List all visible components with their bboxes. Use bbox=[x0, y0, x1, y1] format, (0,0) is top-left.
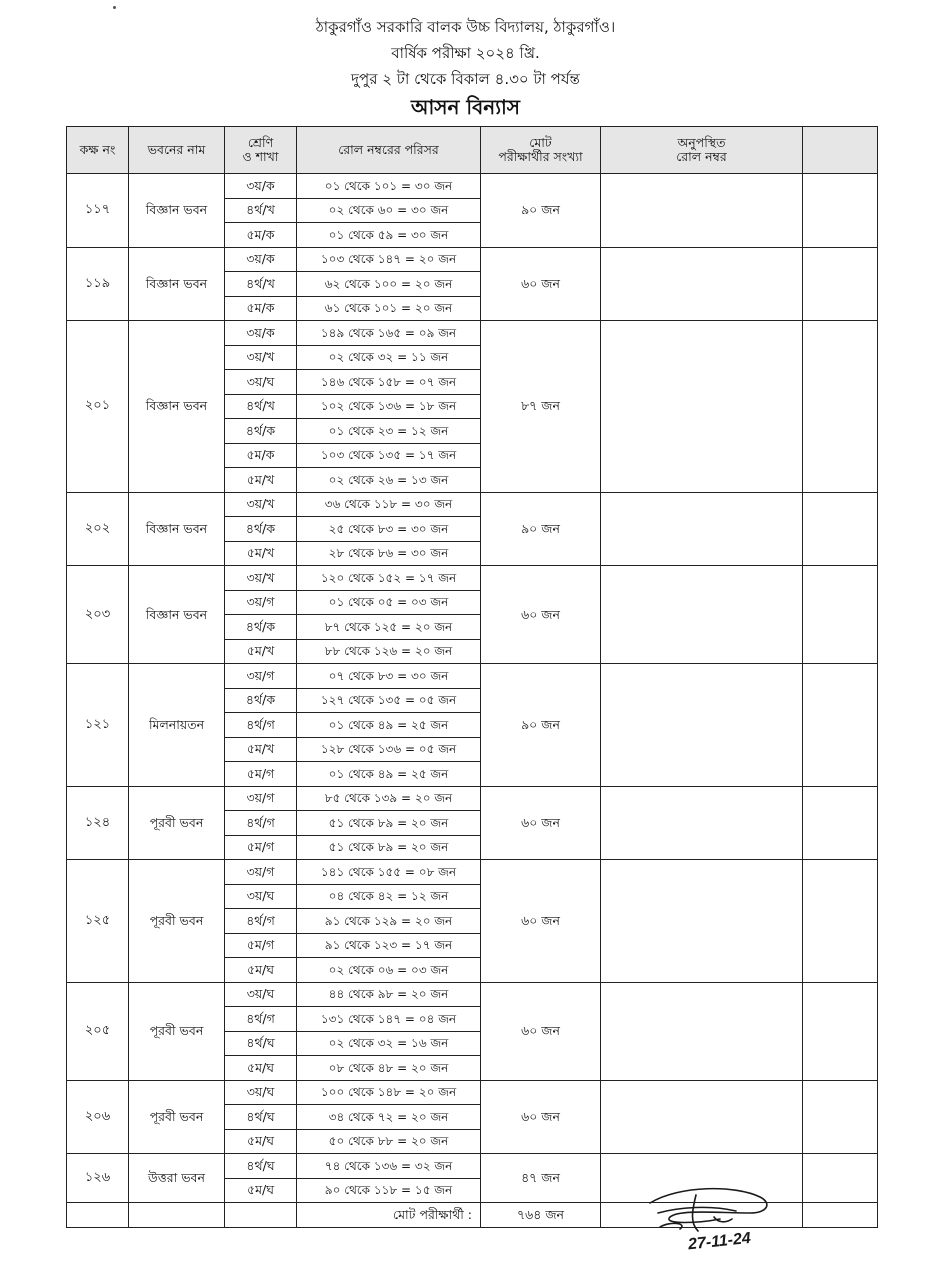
col-building: ভবনের নাম bbox=[129, 127, 225, 174]
roll-range: ১০০ থেকে ১৪৮ = ২০ জন bbox=[297, 1080, 481, 1105]
roll-range: ৮৮ থেকে ১২৬ = ২০ জন bbox=[297, 639, 481, 664]
class-section: ৩য়/খ bbox=[225, 345, 297, 370]
room-total: ৯০ জন bbox=[481, 174, 601, 248]
building-name: উত্তরা ভবন bbox=[129, 1154, 225, 1203]
room-total: ৪৭ জন bbox=[481, 1154, 601, 1203]
table-row bbox=[67, 664, 878, 689]
roll-range: ০২ থেকে ৩২ = ১৬ জন bbox=[297, 1031, 481, 1056]
class-section: ৪র্থ/গ bbox=[225, 909, 297, 934]
class-section: ৪র্থ/ক bbox=[225, 419, 297, 444]
building-name: পূরবী ভবন bbox=[129, 860, 225, 983]
extra-cell bbox=[803, 321, 878, 493]
class-section: ৪র্থ/খ bbox=[225, 394, 297, 419]
table-row bbox=[67, 566, 878, 591]
room-total: ৬০ জন bbox=[481, 1080, 601, 1154]
roll-range: ৩৪ থেকে ৭২ = ২০ জন bbox=[297, 1105, 481, 1130]
room-number: ১২৪ bbox=[67, 786, 129, 860]
room-total: ৮৭ জন bbox=[481, 321, 601, 493]
extra-cell bbox=[803, 664, 878, 787]
class-section: ৪র্থ/ক bbox=[225, 688, 297, 713]
roll-range: ০১ থেকে ৫৯ = ৩০ জন bbox=[297, 223, 481, 248]
signature-mark bbox=[640, 1183, 800, 1253]
class-section: ৩য়/খ bbox=[225, 566, 297, 591]
exam-time: দুপুর ২ টা থেকে বিকাল ৪.৩০ টা পর্যন্ত bbox=[351, 70, 580, 88]
class-section: ৩য়/গ bbox=[225, 860, 297, 885]
roll-range: ২৫ থেকে ৮৩ = ৩০ জন bbox=[297, 517, 481, 542]
absent-rolls bbox=[601, 982, 803, 1080]
table-header-row bbox=[67, 127, 878, 174]
class-section: ৪র্থ/ঘ bbox=[225, 1154, 297, 1179]
roll-range: ০৮ থেকে ৪৮ = ২০ জন bbox=[297, 1056, 481, 1081]
roll-range: ১৩১ থেকে ১৪৭ = ০৪ জন bbox=[297, 1007, 481, 1032]
roll-range: ২৮ থেকে ৮৬ = ৩০ জন bbox=[297, 541, 481, 566]
roll-range: ১০৩ থেকে ১৩৫ = ১৭ জন bbox=[297, 443, 481, 468]
class-section: ৫ম/গ bbox=[225, 835, 297, 860]
class-section: ৪র্থ/গ bbox=[225, 811, 297, 836]
roll-range: ৬২ থেকে ১০০ = ২০ জন bbox=[297, 272, 481, 297]
col-total bbox=[481, 127, 601, 174]
table-row bbox=[67, 1154, 878, 1179]
building-name: বিজ্ঞান ভবন bbox=[129, 492, 225, 566]
room-number: ২০২ bbox=[67, 492, 129, 566]
roll-range: ১৪৯ থেকে ১৬৫ = ০৯ জন bbox=[297, 321, 481, 346]
roll-range: ১২০ থেকে ১৫২ = ১৭ জন bbox=[297, 566, 481, 591]
col-absent bbox=[601, 127, 803, 174]
absent-rolls bbox=[601, 321, 803, 493]
room-number: ২০১ bbox=[67, 321, 129, 493]
building-name: বিজ্ঞান ভবন bbox=[129, 321, 225, 493]
roll-range: ১২৮ থেকে ১৩৬ = ০৫ জন bbox=[297, 737, 481, 762]
class-section: ৩য়/ঘ bbox=[225, 370, 297, 395]
table-row bbox=[67, 786, 878, 811]
seat-plan-table bbox=[66, 126, 878, 1228]
extra-cell bbox=[803, 860, 878, 983]
class-section: ৪র্থ/ঘ bbox=[225, 1031, 297, 1056]
roll-range: ৯১ থেকে ১২৯ = ২০ জন bbox=[297, 909, 481, 934]
col-roll-range: রোল নম্বরের পরিসর bbox=[297, 127, 481, 174]
class-section: ৫ম/ঘ bbox=[225, 1129, 297, 1154]
room-total: ৬০ জন bbox=[481, 786, 601, 860]
roll-range: ০২ থেকে ৬০ = ৩০ জন bbox=[297, 198, 481, 223]
roll-range: ০২ থেকে ০৬ = ০৩ জন bbox=[297, 958, 481, 983]
building-name: পূরবী ভবন bbox=[129, 786, 225, 860]
class-section: ৫ম/ক bbox=[225, 223, 297, 248]
total-value: ৭৬৪ জন bbox=[481, 1203, 601, 1228]
building-name: বিজ্ঞান ভবন bbox=[129, 566, 225, 664]
col-class-line1: শ্রেণি bbox=[247, 135, 274, 150]
room-total: ৯০ জন bbox=[481, 664, 601, 787]
class-section: ৫ম/ঘ bbox=[225, 958, 297, 983]
signature-date: 27-11-24 bbox=[687, 1229, 752, 1253]
building-name: পূরবী ভবন bbox=[129, 982, 225, 1080]
class-section: ৫ম/ঘ bbox=[225, 1178, 297, 1203]
class-section: ৫ম/খ bbox=[225, 639, 297, 664]
exam-name: বার্ষিক পরীক্ষা ২০২৪ খ্রি. bbox=[391, 44, 540, 62]
roll-range: ৮৭ থেকে ১২৫ = ২০ জন bbox=[297, 615, 481, 640]
roll-range: ৭৪ থেকে ১৩৬ = ৩২ জন bbox=[297, 1154, 481, 1179]
class-section: ৩য়/ঘ bbox=[225, 1080, 297, 1105]
school-name: ঠাকুরগাঁও সরকারি বালক উচ্চ বিদ্যালয়, ঠাকুরগাঁও। bbox=[315, 18, 616, 36]
class-section: ৩য়/ক bbox=[225, 174, 297, 199]
extra-cell bbox=[803, 982, 878, 1080]
class-section: ৪র্থ/ক bbox=[225, 615, 297, 640]
roll-range: ৫১ থেকে ৮৯ = ২০ জন bbox=[297, 835, 481, 860]
building-name: বিজ্ঞান ভবন bbox=[129, 174, 225, 248]
class-section: ৪র্থ/খ bbox=[225, 272, 297, 297]
table-row bbox=[67, 321, 878, 346]
class-section: ৪র্থ/গ bbox=[225, 1007, 297, 1032]
col-class bbox=[225, 127, 297, 174]
total-blank-3 bbox=[225, 1203, 297, 1228]
absent-rolls bbox=[601, 1080, 803, 1154]
table-row bbox=[67, 247, 878, 272]
roll-range: ৫০ থেকে ৮৮ = ২০ জন bbox=[297, 1129, 481, 1154]
seat-body bbox=[67, 174, 878, 1203]
class-section: ৩য়/ক bbox=[225, 321, 297, 346]
room-number: ২০৫ bbox=[67, 982, 129, 1080]
roll-range: ১২৭ থেকে ১৩৫ = ০৫ জন bbox=[297, 688, 481, 713]
extra-cell bbox=[803, 566, 878, 664]
class-section: ৫ম/খ bbox=[225, 468, 297, 493]
absent-rolls bbox=[601, 247, 803, 321]
extra-cell bbox=[803, 786, 878, 860]
absent-rolls bbox=[601, 566, 803, 664]
absent-rolls bbox=[601, 860, 803, 983]
total-blank-2 bbox=[129, 1203, 225, 1228]
class-section: ৫ম/ক bbox=[225, 296, 297, 321]
roll-range: ০১ থেকে ২৩ = ১২ জন bbox=[297, 419, 481, 444]
class-section: ৪র্থ/ঘ bbox=[225, 1105, 297, 1130]
col-class-line2: ও শাখা bbox=[242, 149, 279, 164]
table-row bbox=[67, 982, 878, 1007]
extra-cell bbox=[803, 492, 878, 566]
roll-range: ১০২ থেকে ১৩৬ = ১৮ জন bbox=[297, 394, 481, 419]
table-row bbox=[67, 174, 878, 199]
roll-range: ০৭ থেকে ৮৩ = ৩০ জন bbox=[297, 664, 481, 689]
class-section: ৫ম/খ bbox=[225, 541, 297, 566]
table-row bbox=[67, 1080, 878, 1105]
col-extra bbox=[803, 127, 878, 174]
roll-range: ০১ থেকে ৪৯ = ২৫ জন bbox=[297, 713, 481, 738]
extra-cell bbox=[803, 1154, 878, 1203]
room-total: ৬০ জন bbox=[481, 860, 601, 983]
roll-range: ০১ থেকে ১০১ = ৩০ জন bbox=[297, 174, 481, 199]
col-room: কক্ষ নং bbox=[67, 127, 129, 174]
absent-rolls bbox=[601, 174, 803, 248]
roll-range: ১০৩ থেকে ১৪৭ = ২০ জন bbox=[297, 247, 481, 272]
absent-rolls bbox=[601, 492, 803, 566]
col-absent-line2: রোল নম্বর bbox=[676, 149, 727, 164]
extra-cell bbox=[803, 174, 878, 248]
room-total: ৬০ জন bbox=[481, 247, 601, 321]
page-title: আসন বিন্যাস bbox=[410, 95, 521, 119]
scan-speck bbox=[113, 6, 116, 9]
class-section: ৩য়/গ bbox=[225, 786, 297, 811]
class-section: ৪র্থ/ক bbox=[225, 517, 297, 542]
col-total-line2: পরীক্ষার্থীর সংখ্যা bbox=[498, 149, 583, 164]
class-section: ৫ম/ঘ bbox=[225, 1056, 297, 1081]
roll-range: ০২ থেকে ৩২ = ১১ জন bbox=[297, 345, 481, 370]
building-name: বিজ্ঞান ভবন bbox=[129, 247, 225, 321]
roll-range: ৩৬ থেকে ১১৮ = ৩০ জন bbox=[297, 492, 481, 517]
class-section: ৩য়/গ bbox=[225, 590, 297, 615]
roll-range: ৬১ থেকে ১০১ = ২০ জন bbox=[297, 296, 481, 321]
roll-range: ০২ থেকে ২৬ = ১৩ জন bbox=[297, 468, 481, 493]
room-number: ১২১ bbox=[67, 664, 129, 787]
extra-cell bbox=[803, 247, 878, 321]
building-name: মিলনায়তন bbox=[129, 664, 225, 787]
roll-range: ০১ থেকে ৪৯ = ২৫ জন bbox=[297, 762, 481, 787]
absent-rolls bbox=[601, 664, 803, 787]
class-section: ৩য়/ক bbox=[225, 247, 297, 272]
total-label: মোট পরীক্ষার্থী : bbox=[297, 1203, 481, 1228]
col-absent-line1: অনুপস্থিত bbox=[677, 135, 726, 150]
room-total: ৬০ জন bbox=[481, 566, 601, 664]
class-section: ৫ম/ক bbox=[225, 443, 297, 468]
room-total: ৯০ জন bbox=[481, 492, 601, 566]
roll-range: ৫১ থেকে ৮৯ = ২০ জন bbox=[297, 811, 481, 836]
building-name: পূরবী ভবন bbox=[129, 1080, 225, 1154]
table-row bbox=[67, 860, 878, 885]
class-section: ৩য়/ঘ bbox=[225, 884, 297, 909]
room-number: ২০৩ bbox=[67, 566, 129, 664]
roll-range: ৯১ থেকে ১২৩ = ১৭ জন bbox=[297, 933, 481, 958]
roll-range: ০১ থেকে ০৫ = ০৩ জন bbox=[297, 590, 481, 615]
class-section: ৫ম/গ bbox=[225, 933, 297, 958]
class-section: ৪র্থ/গ bbox=[225, 713, 297, 738]
table-row bbox=[67, 492, 878, 517]
roll-range: ৯০ থেকে ১১৮ = ১৫ জন bbox=[297, 1178, 481, 1203]
room-number: ১১৭ bbox=[67, 174, 129, 248]
class-section: ৫ম/খ bbox=[225, 737, 297, 762]
col-total-line1: মোট bbox=[529, 135, 552, 150]
absent-rolls bbox=[601, 786, 803, 860]
room-number: ১১৯ bbox=[67, 247, 129, 321]
class-section: ৩য়/খ bbox=[225, 492, 297, 517]
document-header bbox=[0, 14, 931, 122]
room-number: ১২৬ bbox=[67, 1154, 129, 1203]
roll-range: ১৪৬ থেকে ১৫৮ = ০৭ জন bbox=[297, 370, 481, 395]
room-number: ২০৬ bbox=[67, 1080, 129, 1154]
room-total: ৬০ জন bbox=[481, 982, 601, 1080]
class-section: ৫ম/গ bbox=[225, 762, 297, 787]
extra-cell bbox=[803, 1080, 878, 1154]
total-blank-1 bbox=[67, 1203, 129, 1228]
roll-range: ৪৪ থেকে ৯৮ = ২০ জন bbox=[297, 982, 481, 1007]
roll-range: ০৪ থেকে ৪২ = ১২ জন bbox=[297, 884, 481, 909]
class-section: ৩য়/ঘ bbox=[225, 982, 297, 1007]
class-section: ৩য়/গ bbox=[225, 664, 297, 689]
class-section: ৪র্থ/খ bbox=[225, 198, 297, 223]
room-number: ১২৫ bbox=[67, 860, 129, 983]
roll-range: ৮৫ থেকে ১৩৯ = ২০ জন bbox=[297, 786, 481, 811]
total-blank-5 bbox=[803, 1203, 878, 1228]
roll-range: ১৪১ থেকে ১৫৫ = ০৮ জন bbox=[297, 860, 481, 885]
